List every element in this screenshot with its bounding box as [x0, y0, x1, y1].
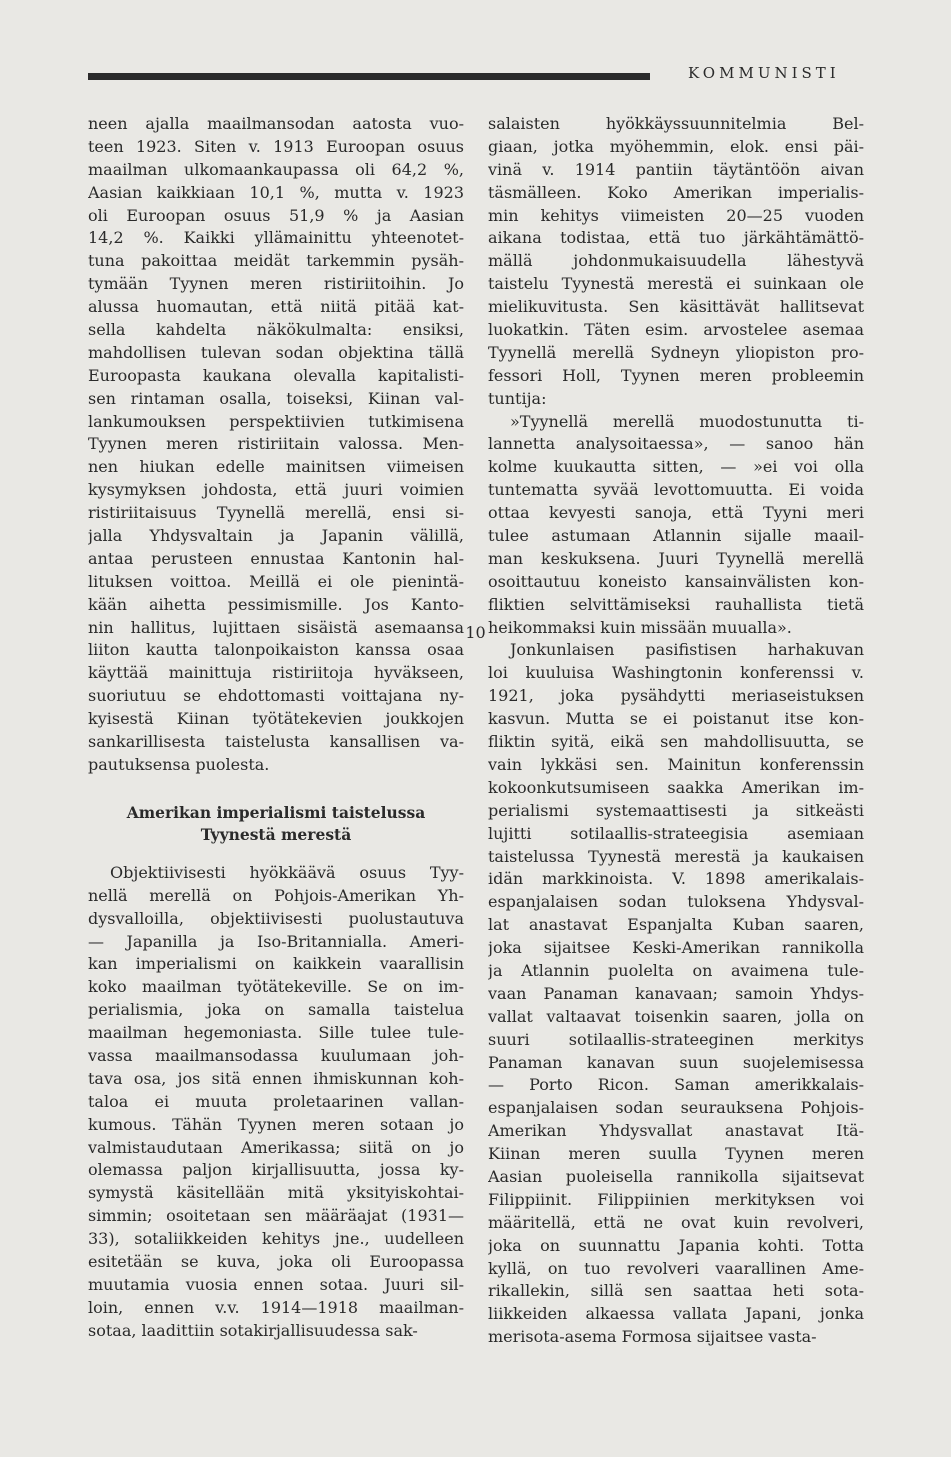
text-line: nellä merellä on Pohjois-Amerikan Yh-	[88, 885, 464, 905]
text-line: perialismia, joka on samalla taistelua	[88, 1000, 464, 1020]
text-line: kan imperialismi on kaikkein vaarallisin	[88, 954, 464, 974]
text-line: simmin; osoitetaan sen määräajat (1931—	[88, 1206, 464, 1226]
text-line: heikommaksi kuin missään muualla».	[488, 617, 792, 637]
text-line: koko maailman työtätekeville. Se on im-	[88, 977, 464, 997]
text-line: mällä johdonmukaisuudella lähestyvä	[488, 251, 864, 271]
text-line: muutamia vuosia ennen sotaa. Juuri sil-	[88, 1274, 464, 1294]
text-line: kolme kuukautta sitten, — »ei voi olla	[488, 457, 864, 477]
text-line: antaa perusteen ennustaa Kantonin hal-	[88, 548, 464, 568]
header-rule	[88, 73, 650, 80]
text-line: sen rintaman osalla, toiseksi, Kiinan val-	[88, 388, 464, 408]
text-line: esitetään se kuva, joka oli Euroopassa	[88, 1251, 464, 1271]
text-line: osoittautuu koneisto kansainvälisten kon-	[488, 571, 864, 591]
text-line: neen ajalla maailmansodan aatosta vuo-	[88, 114, 464, 133]
paragraph	[488, 113, 864, 411]
text-line: salaisten hyökkäyssuunnitelmia Bel-	[488, 114, 864, 133]
text-line: lankumouksen perspektiivien tutkimisena	[88, 411, 464, 431]
text-line: nen hiukan edelle mainitsen viimeisen	[88, 457, 464, 477]
text-line: lujitti sotilaallis-strateegisia asemiaan	[488, 823, 864, 843]
text-line: — Porto Ricon. Saman amerikkalais-	[488, 1075, 864, 1095]
text-line: merisota-asema Formosa sijaitsee vasta-	[488, 1327, 817, 1347]
text-line: lannetta analysoitaessa», — sanoo hän	[488, 434, 864, 454]
text-line: — Japanilla ja Iso-Britannialla. Ameri-	[88, 931, 464, 951]
text-line: vaan Panaman kanavaan; samoin Yhdys-	[488, 983, 864, 1003]
heading-line: Tyynestä merestä	[200, 825, 352, 845]
heading-line: Amerikan imperialismi taistelussa	[126, 802, 426, 822]
text-line: rikallekin, sillä sen saattaa heti sota-	[488, 1281, 864, 1301]
text-line: man keskuksena. Juuri Tyynellä merellä	[488, 548, 864, 568]
text-line: luokatkin. Täten esim. arvostelee asemaa	[488, 320, 864, 340]
text-line: kokoonkutsumiseen saakka Amerikan im-	[488, 777, 864, 797]
left-column	[88, 113, 464, 1343]
text-line: teen 1923. Siten v. 1913 Euroopan osuus	[88, 136, 464, 156]
text-line: joka sijaitsee Keski-Amerikan rannikolla	[488, 938, 864, 958]
text-line: taistelu Tyynestä merestä ei suinkaan ole	[488, 274, 864, 294]
text-line: Jonkunlaisen pasifistisen harhakuvan	[510, 640, 864, 660]
text-line: loi kuuluisa Washingtonin konferenssi v.	[488, 663, 864, 683]
text-line: idän markkinoista. V. 1898 amerikalais-	[488, 869, 864, 889]
text-line: olemassa paljon kirjallisuutta, jossa ky-	[88, 1160, 464, 1180]
text-line: 1921, joka pysähdytti meriaseistuksen	[488, 686, 864, 706]
text-line: ottaa kevyesti sanoja, että Tyyni meri	[488, 503, 864, 523]
text-line: joka on suunnattu Japania kohti. Totta	[488, 1235, 864, 1255]
text-line: kyllä, on tuo revolveri vaarallinen Ame-	[488, 1258, 864, 1278]
text-line: vain lykkäsi sen. Mainitun konferenssin	[488, 754, 864, 774]
paragraph	[88, 113, 464, 777]
text-line: ja Atlannin puolelta on avaimena tule-	[488, 960, 864, 980]
text-line: Aasian puoleisella rannikolla sijaitsevat	[488, 1166, 864, 1186]
text-line: tava osa, jos sitä ennen ihmiskunnan koh-	[88, 1068, 464, 1088]
text-line: kään aihetta pessimismille. Jos Kanto-	[88, 594, 464, 614]
text-line: kyisestä Kiinan työtätekevien joukkojen	[88, 709, 464, 729]
text-line: tulee astumaan Atlannin sijalle maail-	[488, 526, 864, 546]
text-line: maailman ulkomaankaupassa oli 64,2 %,	[88, 159, 464, 179]
text-line: kysymyksen johdosta, että juuri voimien	[88, 480, 464, 500]
text-line: suoriutuu se ehdottomasti voittajana ny-	[88, 686, 464, 706]
page-number: 10	[465, 623, 486, 642]
text-line: espanjalaisen sodan seurauksena Pohjois-	[488, 1098, 864, 1118]
text-line: sella kahdelta näkökulmalta: ensiksi,	[88, 320, 464, 340]
text-line: 14,2 %. Kaikki yllämainittu yhteenotet-	[88, 228, 464, 248]
text-line: lituksen voittoa. Meillä ei ole pienintä-	[88, 571, 464, 591]
text-line: mielikuvitusta. Sen käsittävät hallitsevat	[488, 297, 864, 317]
text-line: maailman hegemoniasta. Sille tulee tule-	[88, 1023, 464, 1043]
text-line: pautuksensa puolesta.	[88, 754, 270, 774]
text-line: tuntematta syvää levottomuutta. Ei voida	[488, 480, 864, 500]
text-line: giaan, jotka myöhemmin, elok. ensi päi-	[488, 136, 864, 156]
text-line: aikana todistaa, että tuo järkähtämättö-	[488, 228, 864, 248]
text-line: kasvun. Mutta se ei poistanut itse kon-	[488, 709, 864, 729]
text-line: alussa huomautan, että niitä pitää kat-	[88, 297, 464, 317]
text-line: suuri sotilaallis-strateeginen merkitys	[488, 1029, 864, 1049]
text-line: taistelussa Tyynestä merestä ja kaukaisen	[488, 846, 864, 866]
text-line: Tyynen meren ristiriitain valossa. Men-	[88, 434, 464, 454]
text-line: espanjalaisen sodan tuloksena Yhdysval-	[488, 892, 864, 912]
text-line: Kiinan meren suulla Tyynen meren	[488, 1144, 864, 1164]
text-line: Amerikan Yhdysvallat anastavat Itä-	[488, 1121, 864, 1141]
section-heading	[88, 802, 464, 847]
text-line: loin, ennen v.v. 1914—1918 maailman-	[88, 1297, 464, 1317]
paragraph	[488, 411, 864, 640]
text-line: Euroopasta kaukana olevalla kapitalisti-	[88, 365, 464, 385]
text-line: valmistaudutaan Amerikassa; siitä on jo	[88, 1137, 464, 1157]
text-line: ristiriitaisuus Tyynellä merellä, ensi si-	[88, 503, 464, 523]
text-line: vallat valtaavat toisenkin saaren, jolla on	[488, 1006, 864, 1026]
text-line: tymään Tyynen meren ristiriitoihin. Jo	[88, 274, 464, 294]
text-line: fliktin syitä, eikä sen mahdollisuutta, se	[488, 732, 864, 752]
text-line: liiton kautta talonpoikaiston kanssa osaa	[88, 640, 464, 660]
text-line: käyttää mainittuja ristiriitoja hyväkseen,	[88, 663, 464, 683]
text-line: sankarillisesta taistelusta kansallisen va-	[88, 732, 464, 752]
text-line: vinä v. 1914 pantiin täytäntöön aivan	[488, 159, 864, 179]
text-line: fessori Holl, Tyynen meren probleemin	[488, 365, 864, 385]
paragraph	[88, 862, 464, 1343]
text-line: Tyynellä merellä Sydneyn yliopiston pro-	[488, 342, 864, 362]
text-line: perialismi systemaattisesti ja sitkeästi	[488, 800, 864, 820]
text-line: Objektiivisesti hyökkäävä osuus Tyy-	[110, 862, 464, 882]
text-line: jalla Yhdysvaltain ja Japanin välillä,	[88, 526, 464, 546]
text-line: määritellä, että ne ovat kuin revolveri,	[488, 1212, 864, 1232]
text-line: tuntija:	[488, 388, 547, 408]
text-line: symystä käsitellään mitä yksityiskohtai-	[88, 1183, 464, 1203]
text-line: Aasian kaikkiaan 10,1 %, mutta v. 1923	[88, 182, 464, 202]
text-line: oli Euroopan osuus 51,9 % ja Aasian	[88, 205, 464, 225]
text-line: taloa ei muuta proletaarinen vallan-	[88, 1091, 464, 1111]
text-line: lat anastavat Espanjalta Kuban saaren,	[488, 915, 864, 935]
paragraph	[488, 639, 864, 1349]
text-line: vassa maailmansodassa kuulumaan joh-	[88, 1045, 464, 1065]
text-line: mahdollisen tulevan sodan objektina tällä	[88, 342, 464, 362]
text-line: 33), sotaliikkeiden kehitys jne., uudelleen	[88, 1229, 464, 1249]
text-line: »Tyynellä merellä muodostunutta ti-	[510, 411, 864, 431]
text-line: liikkeiden alkaessa vallata Japani, jonka	[488, 1304, 864, 1324]
right-column	[488, 113, 864, 1349]
text-line: nin hallitus, lujittaen sisäistä asemaansa	[88, 617, 464, 637]
text-line: min kehitys viimeisten 20—25 vuoden	[488, 205, 864, 225]
text-line: täsmälleen. Koko Amerikan imperialis-	[488, 182, 864, 202]
text-line: Filippiinit. Filippiinien merkityksen voi	[488, 1189, 864, 1209]
text-line: kumous. Tähän Tyynen meren sotaan jo	[88, 1114, 464, 1134]
text-line: tuna pakoittaa meidät tarkemmin pysäh-	[88, 251, 464, 271]
text-line: fliktien selvittämiseksi rauhallista tietä	[488, 594, 864, 614]
journal-title: KOMMUNISTI	[688, 64, 840, 82]
text-line: dysvalloilla, objektiivisesti puolustautuva	[88, 908, 464, 928]
text-line: sotaa, laadittiin sotakirjallisuudessa sak-	[88, 1320, 418, 1340]
text-line: Panaman kanavan suun suojelemisessa	[488, 1052, 864, 1072]
